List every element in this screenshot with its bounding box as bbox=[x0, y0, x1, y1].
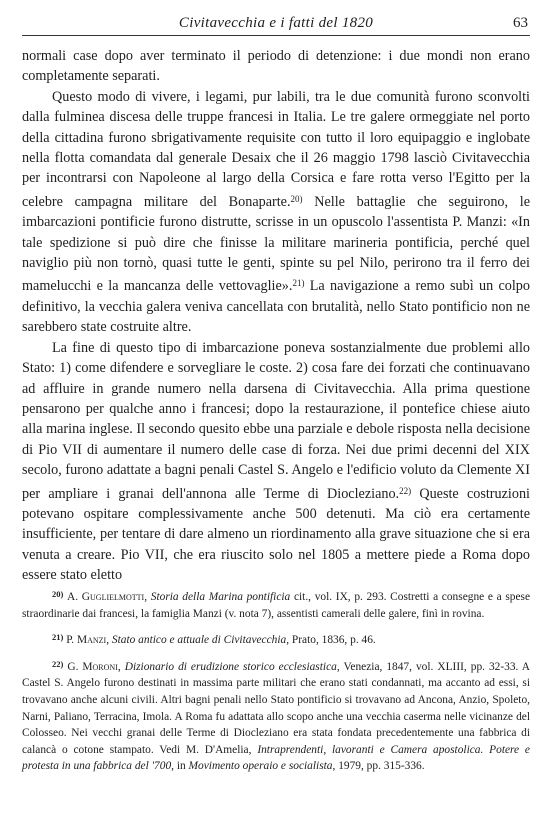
paragraph-2-text-b: Nelle battaglie che seguirono, le imbarcazioni pontificie furono distrutte, scrisse in un opuscolo l'assentista P. Manzi: «In tale spedizione si può dire che finisse la militare marineria pontificia, perché quel naviglio più non tornò, quasi tutte le genti, spinte su pel Nilo, perirono tra il ferro dei mamelucchi e la mancanza delle vettovaglie». bbox=[22, 193, 530, 295]
paragraph-3-text-a: La fine di questo tipo di imbarcazione poneva sostanzialmente due problemi allo Stato: 1) come difendere e sorvegliare le coste. 2) cosa fare dei forzati che continuavano ad affluire in grande numero nella darsena di Civitavecchia. Alla prima questione pensarono per qualche anno i francesi; dopo la restaurazione, il pontefice chiese aiuto alla marina inglese. Il secondo quesito ebbe una parziale e debole risposta nella decisione di Pio VII di aumentare il numero delle case di forza. Nei due primi decenni del XIX secolo, furono adattate a bagni penali Castel S. Angelo e l'edificio voluto da Clemente XI per ampliare i granai dell'annona alle Terme di Diocleziano. bbox=[22, 339, 530, 502]
paragraph-2-text-c: La navigazione a remo subì un colpo definitivo, la vecchia galera veniva cancellata con brutalità, nello Stato pontificio non ne sarebbero state costruite altre. bbox=[22, 278, 530, 336]
paragraph-3 bbox=[22, 338, 530, 586]
footnote-work-title: Dizionario di erudizione storico ecclesiastica bbox=[124, 660, 337, 673]
footnote-mark: 20) bbox=[52, 589, 64, 599]
footnote-21 bbox=[22, 629, 530, 649]
running-header bbox=[22, 13, 530, 36]
footnote-text: , Prato, 1836, p. 46. bbox=[286, 634, 376, 647]
footnote-work-title-2: Intraprendenti, lavoranti e Camera apostolica. Potere e protesta in una fabbrica del '700 bbox=[22, 743, 530, 773]
footnote-text-mid: , in bbox=[171, 760, 189, 773]
footnote-text: cit., vol. IX, p. 293. Costretti a consegne e a spese straordinarie dai francesi, la famiglia Manzi (v. nota 7), assentisti camerali delle galere, finì in rovina. bbox=[22, 591, 531, 620]
paragraph-3-text-b: Queste costruzioni potevano ospitare complessivamente anche 500 detenuti. Ma ciò era certamente insufficiente, per tentare di dare almeno un riordinamento alla grave situazione che si era venuta a creare. Pio VII, che era riuscito solo nel 1805 a mettere piede a Roma dopo essere stato eletto bbox=[22, 485, 530, 584]
paragraph-1 bbox=[22, 46, 530, 87]
footnote-20 bbox=[22, 586, 530, 622]
footnote-author: A. Guglielmotti, bbox=[67, 591, 148, 603]
footnote-author: G. Moroni, bbox=[67, 660, 121, 673]
running-title: Civitavecchia e i fatti del 1820 bbox=[178, 15, 374, 31]
footnote-author: P. Manzi, bbox=[66, 634, 110, 647]
footnote-text-end: , 1979, pp. 315-336. bbox=[332, 760, 425, 773]
footnote-ref-20: 20) bbox=[290, 193, 303, 204]
footnote-ref-22: 22) bbox=[399, 485, 412, 496]
paragraph-2 bbox=[22, 87, 530, 338]
footnote-mark: 22) bbox=[52, 658, 64, 669]
footnote-ref-21: 21) bbox=[292, 278, 305, 289]
paragraph-1-text: normali case dopo aver terminato il periodo di detenzione: i due mondi non erano completamente separati. bbox=[22, 48, 530, 85]
footnotes bbox=[22, 586, 530, 782]
footnote-work-title: Storia della Marina pontificia bbox=[150, 591, 291, 603]
footnote-work-title: Stato antico e attuale di Civitavecchia bbox=[111, 634, 287, 647]
paragraph-2-text-a: Questo modo di vivere, i legami, pur labili, tra le due comunità furono sconvolti dalla fulminea discesa delle truppe francesi in Italia. Le tre galere ormeggiate nel porto della cittadina furono sbrigativamente requisite con tutto il loro equipaggio e inglobate nella flotta comandata dal generale Desaix che il 26 maggio 1798 lasciò Civitavecchia per incontrarsi con Napoleone al largo della Corsica e fare rotta verso l'Egitto per la celebre campagna militare del Bonaparte. bbox=[22, 88, 530, 210]
footnote-22 bbox=[22, 656, 530, 775]
main-text bbox=[22, 46, 530, 586]
footnote-mark: 21) bbox=[52, 632, 64, 643]
page-number: 63 bbox=[513, 15, 528, 31]
footnote-text: , Venezia, 1847, vol. XLIII, pp. 32-33. A Castel S. Angelo furono destinati in massima parte militari che erano stati condannati, ma accanto ad essi, si trovavano anche alcuni civili. Altri bagni penali nello Stato pontificio si trovavano ad Ancona, Anzio, Spoleto, Narni, Paliano, Terracina, Imola. A Roma fu adattata allo scopo anche una vecchia caserma nelle vicinanze del Colosseo. Nei vecchi granai delle Terme di Diocleziano era stata fondata precedentemente una fabbrica di calancà o cotone stampato. Vedi M. D'Amelia, bbox=[22, 660, 530, 756]
footnote-work-title-3: Movimento operaio e socialista bbox=[188, 760, 333, 773]
